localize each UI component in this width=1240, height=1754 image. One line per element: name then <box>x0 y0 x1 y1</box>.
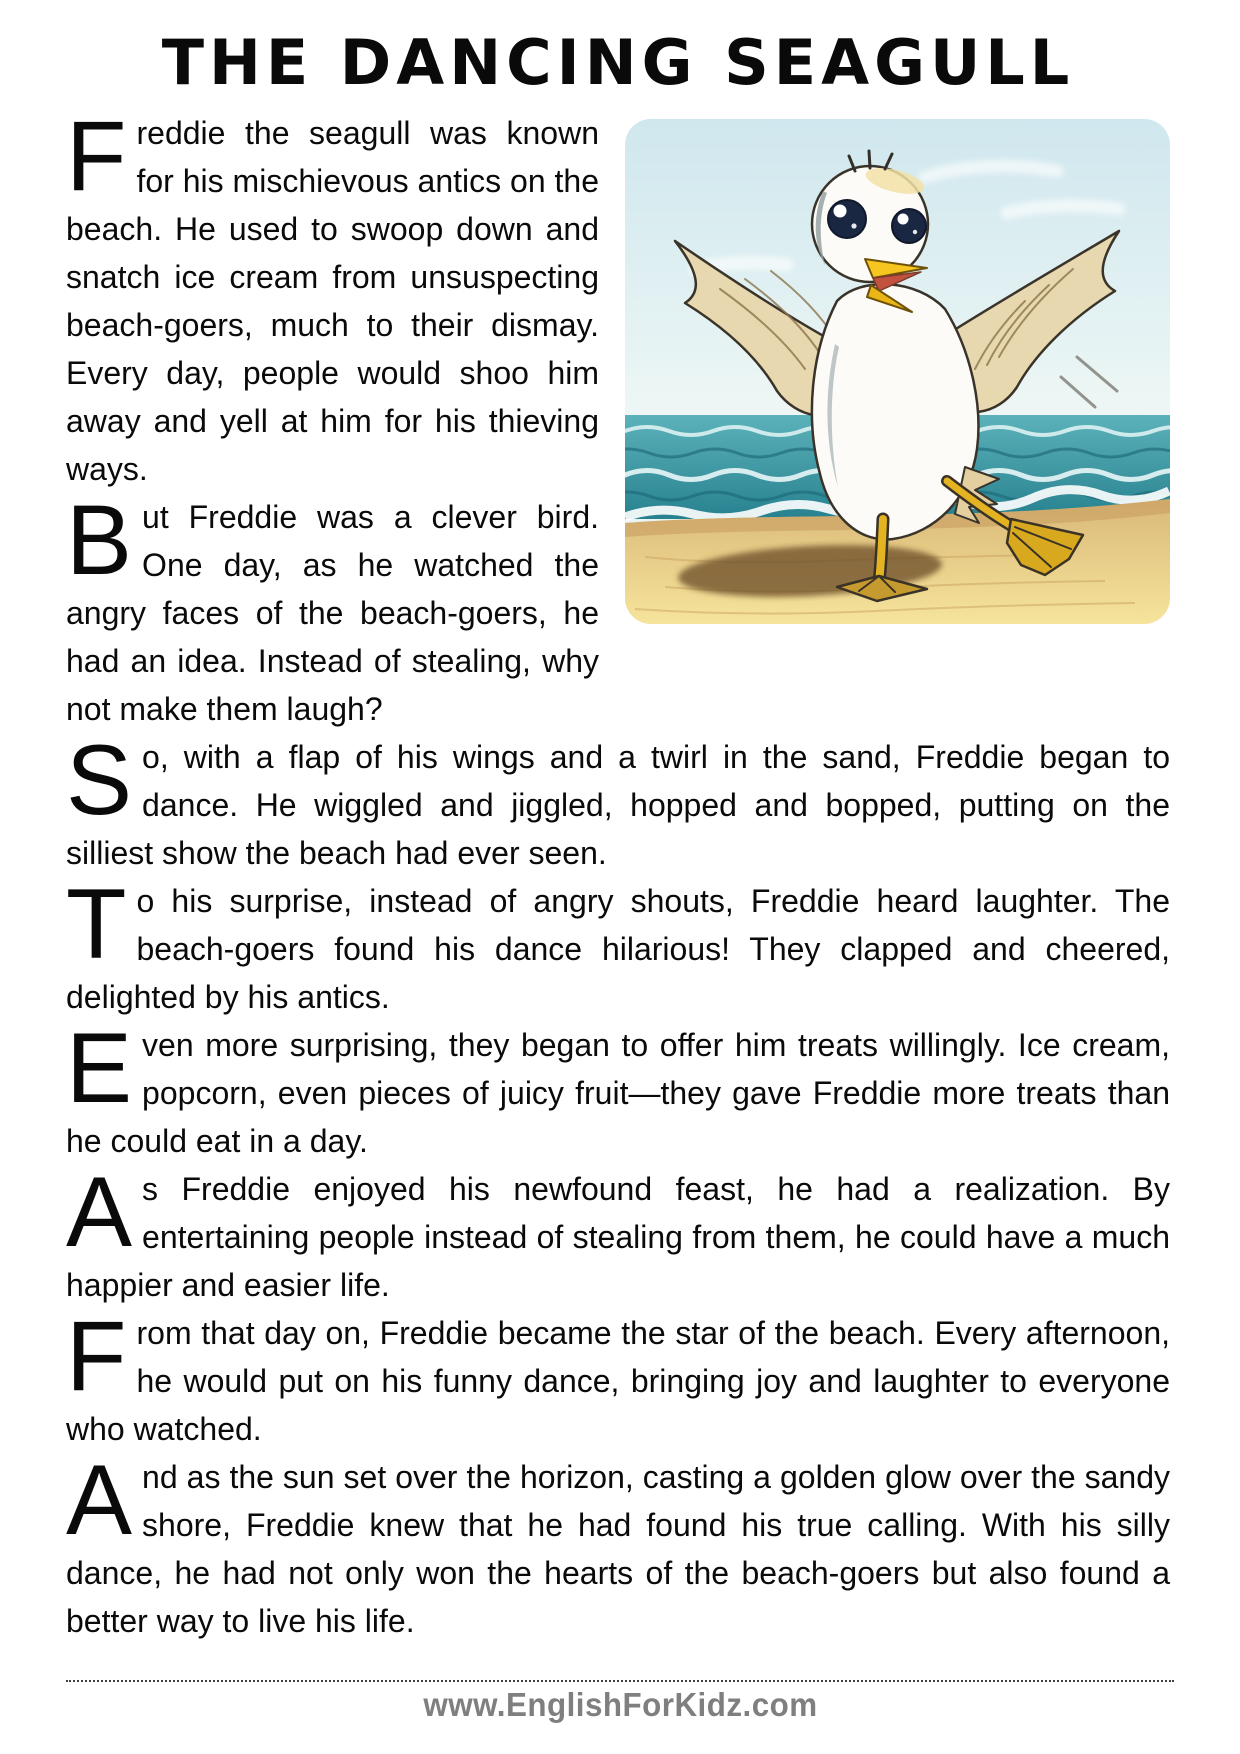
story-paragraph <box>66 724 1170 877</box>
paragraph-text: o his surprise, instead of angry shouts, Freddie heard laughter. The beach-goers found his dance hilarious! They clapped and cheered, delighted by his antics. <box>66 883 1170 1016</box>
drop-cap: F <box>66 1300 127 1412</box>
paragraph-text: ven more surprising, they began to offer him treats willingly. Ice cream, popcorn, even pieces of juicy fruit—they gave Freddie more treats than he could eat in a day. <box>66 1027 1170 1160</box>
story-paragraph <box>66 1444 1170 1645</box>
drop-cap: B <box>66 484 133 596</box>
paragraph-text: nd as the sun set over the horizon, casting a golden glow over the sandy shore, Freddie knew that he had found his true calling. With his silly dance, he had not only won the hearts of the beach-goers but also found a better way to live his life. <box>66 1459 1170 1640</box>
seagull-beach-drawing <box>625 119 1170 624</box>
seagull-illustration <box>625 119 1170 624</box>
drop-cap: F <box>66 100 127 212</box>
drop-cap: S <box>66 724 133 836</box>
story-paragraph <box>66 868 1170 1021</box>
footer-site <box>66 1686 1174 1724</box>
story-paragraph <box>66 1300 1170 1453</box>
drop-cap: A <box>66 1156 133 1268</box>
page-footer <box>66 1680 1174 1724</box>
page-title: THE DANCING SEAGULL <box>161 26 1075 99</box>
body <box>812 284 979 539</box>
paragraph-text: o, with a flap of his wings and a twirl in the sand, Freddie began to dance. He wiggled and jiggled, hopped and bopped, putting on the silliest show the beach had ever seen. <box>66 739 1170 872</box>
left-eye <box>828 200 866 238</box>
drop-cap: A <box>66 1444 133 1556</box>
paragraph-text: reddie the seagull was known for his mischievous antics on the beach. He used to swoop down and snatch ice cream from unsuspecting beach-goers, much to their dismay. Every day, people would shoo him away and yell at him for his thieving ways. <box>66 115 599 488</box>
drop-cap: E <box>66 1012 133 1124</box>
drop-cap: T <box>66 868 127 980</box>
footer-divider <box>66 1680 1174 1682</box>
story-paragraph <box>66 1156 1170 1309</box>
story-paragraph <box>66 1012 1170 1165</box>
site-url: www.EnglishForKidz.com <box>422 1686 818 1723</box>
paragraph-text: s Freddie enjoyed his newfound feast, he had a realization. By entertaining people instead of stealing from them, he could have a much happier and easier life. <box>66 1171 1170 1304</box>
right-eye <box>892 209 926 243</box>
paragraph-text: rom that day on, Freddie became the star of the beach. Every afternoon, he would put on his funny dance, bringing joy and laughter to everyone who watched. <box>66 1315 1170 1448</box>
paragraph-text: ut Freddie was a clever bird. One day, as he watched the angry faces of the beach-goers, he had an idea. Instead of stealing, why not make them laugh? <box>66 499 599 728</box>
